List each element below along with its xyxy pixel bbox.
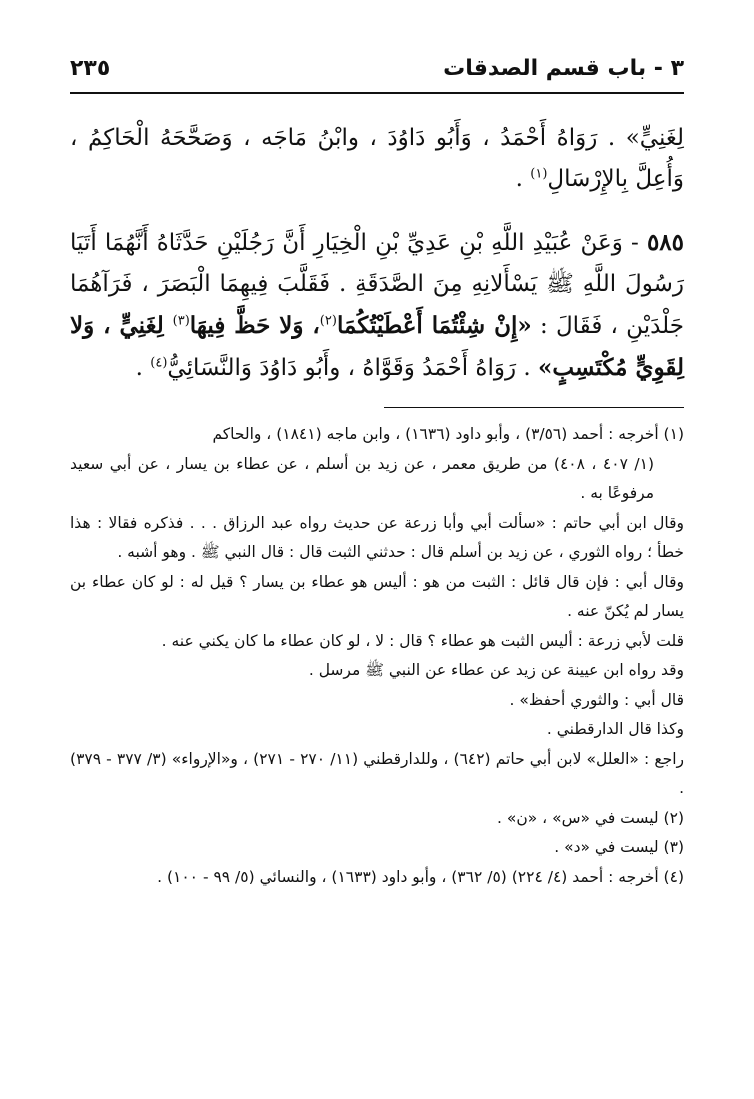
footnote-line: قلت لأبي زرعة : أليس الثبت هو عطاء ؟ قال : لا ، لو كان عطاء ما كان يكني عنه . [161,631,684,650]
paragraph-continuation: لِغَنِيٍّ» . رَوَاهُ أَحْمَدُ ، وَأَبُو دَاوُدَ ، وابْنُ مَاجَه ، وَصَحَّحَهُ الْحَاكِمُ ، وَأُعِلَّ بِالإِرْسَالِ$^{(١)}$ . [70,125,684,192]
footnote-line: (٣) ليست في «د» . [554,838,684,856]
chapter-title: ٣ - باب قسم الصدقات [443,56,684,81]
footnote-line: وقال ابن أبي حاتم : «سألت أبي وأبا زرعة عن حديث رواه عبد الرزاق . . . فذكره فقالا : هذا خطأ ؛ رواه الثوري ، عن زيد بن أسلم قال : حدثني الثبت قال : قال النبي ﷺ . وهو أشبه . [70,513,684,561]
page-number: ٢٣٥ [70,56,111,81]
footnote-line: وقد رواه ابن عيينة عن زيد عن عطاء عن النبي ﷺ مرسل . [308,661,684,679]
footnote-line: (٤) أخرجه : أحمد (٤/ ٢٢٤) (٥/ ٣٦٢) ، وأبو داود (١٦٣٣) ، والنسائي (٥/ ٩٩ - ١٠٠) . [157,867,684,886]
prophetic-quote-part: «إِنْ شِئْتُمَا أَعْطَيْتُكُمَا [336,312,532,339]
footnote-ref: (٣) [172,313,190,329]
footnote-line: قال أبي : والثوري أحفظ» . [509,690,684,709]
footnote-line: وكذا قال الدارقطني . [546,720,684,738]
footnotes [70,420,684,892]
hadith-number: ٥٨٥ [646,229,684,256]
main-text [70,118,684,389]
footnote-line: وقال أبي : فإن قال قائل : الثبت من هو : أليس هو عطاء بن يسار ؟ قيل له : لو كان عطاء بن يسار لم يُكنّ عنه . [70,572,684,620]
footnote-line: (١) أخرجه : أحمد (٣/٥٦) ، وأبو داود (١٦٣٦) ، وابن ماجه (١٨٤١) ، والحاكم [212,425,684,443]
footnote-line: (٢) ليست في «س» ، «ن» . [497,808,684,827]
page-header [70,56,684,92]
footnote-ref: (٤) [150,355,168,371]
footnote-divider [384,407,684,408]
footnote-ref: (٢) [319,313,337,329]
header-divider [70,92,684,94]
hadith-paragraph: ٥٨٥ - وَعَنْ عُبَيْدِ اللَّهِ بْنِ عَدِيِّ بْنِ الْخِيَارِ أَنَّ رَجُلَيْنِ حَدَّثَاهُ أَنَّهُمَا أَتَيَا رَسُولَ اللَّهِ ﷺ يَسْأَلانِهِ مِنَ الصَّدَقَةِ . فَقَلَّبَ فِيهِمَا الْبَصَرَ ، فَرَآهُمَا جَلْدَيْنِ ، فَقَالَ : «إِنْ شِئْتُمَا أَعْطَيْتُكُمَا$^{(٢)}$، وَلا حَظَّ فِيهَا$^{(٣)}$ لِغَنِيٍّ ، وَلا لِقَوِيٍّ مُكْتَسِبٍ» . رَوَاهُ أَحْمَدُ وَقَوَّاهُ ، وأَبُو دَاوُدَ وَالنَّسَائِيُّ$^{(٤)}$ . [70,229,685,381]
prophetic-quote-part: لِغَنِيٍّ ، وَلا لِقَوِيٍّ مُكْتَسِبٍ» [70,312,684,381]
prophetic-quote-part: ، وَلا حَظَّ فِيهَا [189,312,320,339]
footnote-ref: (١) [530,166,548,182]
footnote-line: (١/ ٤٠٧ ، ٤٠٨) من طريق معمر ، عن زيد بن أسلم ، عن عطاء بن يسار ، عن أبي سعيد مرفوعًا به . [70,454,655,502]
footnote-line: راجع : «العلل» لابن أبي حاتم (٦٤٢) ، وللدارقطني (١١/ ٢٧٠ - ٢٧١) ، و«الإرواء» (٣/ ٣٧٧ - ٣٧٩) . [70,749,684,797]
